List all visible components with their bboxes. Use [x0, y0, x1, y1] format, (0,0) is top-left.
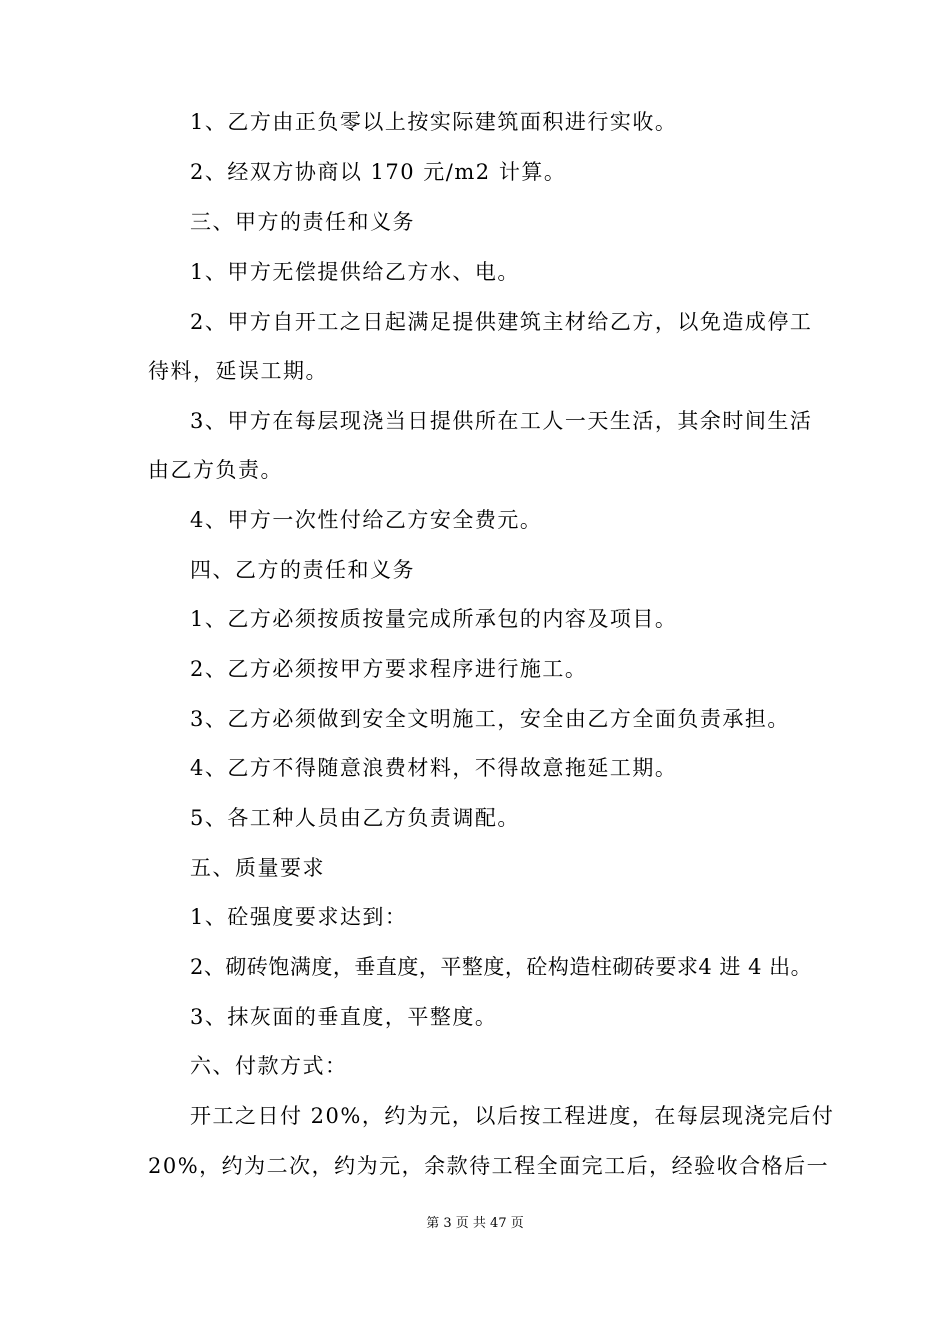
paragraph: 2、砌砖饱满度，垂直度，平整度，砼构造柱砌砖要求4 进 4 出。 [190, 955, 813, 979]
paragraph: 4、甲方一次性付给乙方安全费元。 [190, 508, 543, 532]
paragraph-continuation: 20%，约为二次，约为元，余款待工程全面完工后，经验收合格后一 [148, 1154, 830, 1178]
paragraph: 5、各工种人员由乙方负责调配。 [190, 806, 520, 830]
paragraph: 3、抹灰面的垂直度，平整度。 [190, 1005, 498, 1029]
paragraph: 1、乙方由正负零以上按实际建筑面积进行实收。 [190, 110, 678, 134]
paragraph: 2、乙方必须按甲方要求程序进行施工。 [190, 657, 588, 681]
paragraph-continuation: 由乙方负责。 [148, 458, 283, 482]
page-number-footer: 第 3 页 共 47 页 [426, 1216, 524, 1231]
paragraph: 2、甲方自开工之日起满足提供建筑主材给乙方，以免造成停工 [190, 310, 813, 334]
section-heading: 五、质量要求 [190, 856, 325, 880]
paragraph: 开工之日付 20%，约为元，以后按工程进度，在每层现浇完后付 [190, 1104, 835, 1128]
paragraph: 2、经双方协商以 170 元/m2 计算。 [190, 160, 567, 184]
paragraph: 3、甲方在每层现浇当日提供所在工人一天生活，其余时间生活 [190, 409, 813, 433]
section-heading: 六、付款方式： [190, 1054, 348, 1078]
section-heading: 四、乙方的责任和义务 [190, 558, 415, 582]
paragraph: 4、乙方不得随意浪费材料，不得故意拖延工期。 [190, 756, 678, 780]
paragraph: 3、乙方必须做到安全文明施工，安全由乙方全面负责承担。 [190, 707, 790, 731]
paragraph: 1、甲方无偿提供给乙方水、电。 [190, 260, 520, 284]
paragraph-continuation: 待料，延误工期。 [148, 359, 328, 383]
section-heading: 三、甲方的责任和义务 [190, 210, 415, 234]
paragraph: 1、乙方必须按质按量完成所承包的内容及项目。 [190, 607, 678, 631]
paragraph: 1、砼强度要求达到： [190, 905, 408, 929]
